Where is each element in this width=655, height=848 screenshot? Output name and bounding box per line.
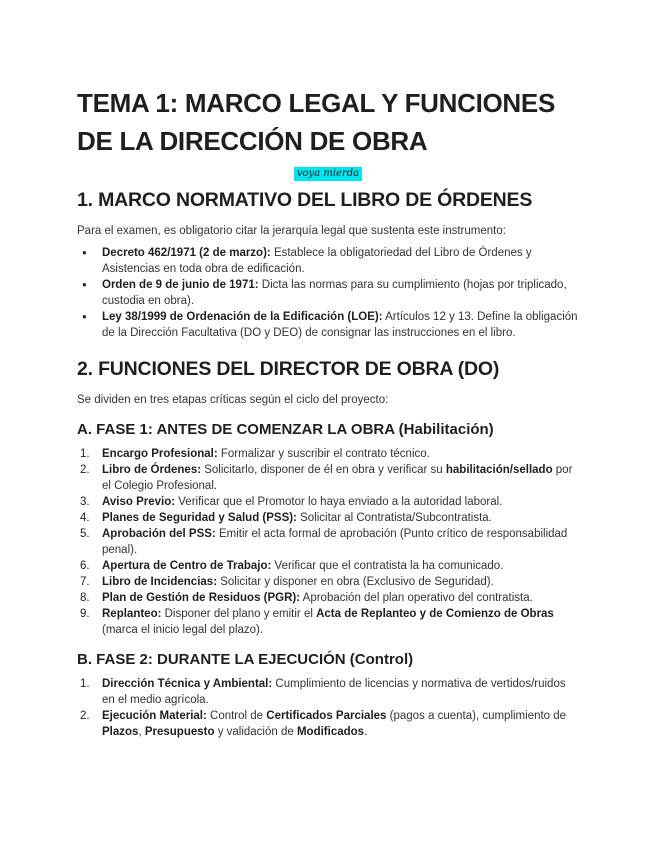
item-term: Aviso Previo: [102, 496, 176, 508]
item-text: Establece la obligatoriedad del Libro de Órdenes y Asistencias en toda obra de edificación. [102, 247, 532, 275]
list-item [77, 558, 579, 574]
item-text: . [364, 726, 368, 738]
list-item [77, 526, 579, 558]
item-number: 6. [80, 560, 90, 572]
item-term: Libro de Órdenes: [102, 464, 202, 476]
item-text: Solicitarlo, disponer de él en obra y verificar su [201, 464, 446, 476]
highlighted-annotation: voya mierda [294, 167, 362, 181]
item-text: Disponer del plano y emitir el [161, 608, 317, 620]
item-text: (pagos a cuenta), cumplimiento de [386, 710, 567, 722]
item-text: Verificar que el Promotor lo haya enviado a la autoridad laboral. [175, 496, 503, 508]
section-2-heading: 2. FUNCIONES DEL DIRECTOR DE OBRA (DO) [77, 358, 500, 380]
list-item [77, 462, 579, 494]
item-text: y validación de [214, 726, 297, 738]
list-item [77, 309, 579, 341]
item-text: Verificar que el contratista la ha comunicado. [271, 560, 504, 572]
item-term: Ley 38/1999 de Ordenación de la Edificación (LOE): [102, 311, 383, 323]
item-term: Encargo Profesional: [102, 448, 218, 460]
item-text: Artículos 12 y 13. Define la obligación de la Dirección Facultativa (DO y DEO) de consignar las instrucciones en el libro. [102, 311, 578, 339]
item-term: Apertura de Centro de Trabajo: [102, 560, 272, 572]
item-term: habilitación/sellado [445, 464, 553, 476]
phase-b-heading: B. FASE 2: DURANTE LA EJECUCIÓN (Control) [77, 651, 414, 668]
list-item [77, 590, 579, 606]
phase-a-list [77, 446, 579, 638]
section-1-heading: 1. MARCO NORMATIVO DEL LIBRO DE ÓRDENES [77, 189, 533, 211]
item-number: 9. [80, 608, 90, 620]
item-number: 1. [80, 678, 90, 690]
item-text: Control de [206, 710, 267, 722]
item-text: , [138, 726, 145, 738]
section-1-list [77, 245, 579, 341]
item-text: (marca el inicio legal del plazo). [102, 624, 264, 636]
item-term: Dirección Técnica y Ambiental: [102, 678, 273, 690]
list-item [77, 708, 579, 740]
list-item [77, 245, 579, 277]
annotation-row [77, 160, 579, 186]
item-number: 1. [80, 448, 90, 460]
item-number: 4. [80, 512, 90, 524]
item-term: Planes de Seguridad y Salud (PSS): [102, 512, 297, 524]
item-number: 8. [80, 592, 90, 604]
list-item [77, 676, 579, 708]
item-number: 7. [80, 576, 90, 588]
section-2-intro: Se dividen en tres etapas críticas según el ciclo del proyecto: [77, 394, 389, 406]
list-item [77, 277, 579, 309]
item-term: Modificados [296, 726, 365, 738]
title-line-2: DE LA DIRECCIÓN DE OBRA [77, 126, 428, 156]
item-number: 2. [80, 464, 90, 476]
list-item [77, 510, 579, 526]
item-term: Acta de Replanteo y de Comienzo de Obras [316, 608, 554, 620]
item-term: Ejecución Material: [102, 710, 207, 722]
item-term: Aprobación del PSS: [102, 528, 216, 540]
item-term: Certificados Parciales [266, 710, 387, 722]
item-term: Plan de Gestión de Residuos (PGR): [102, 592, 301, 604]
item-text: Formalizar y suscribir el contrato técnico. [217, 448, 430, 460]
section-1-intro: Para el examen, es obligatorio citar la jerarquía legal que sustenta este instrumento: [77, 225, 506, 237]
item-text: Cumplimiento de licencias y normativa de vertidos/ruidos en el medio agrícola. [102, 678, 566, 706]
phase-b-list [77, 676, 579, 740]
page-title [77, 84, 579, 160]
item-term: Plazos [102, 726, 139, 738]
item-number: 3. [80, 496, 90, 508]
item-term: Presupuesto [144, 726, 215, 738]
phase-a-heading: A. FASE 1: ANTES DE COMENZAR LA OBRA (Habilitación) [77, 421, 494, 438]
item-term: Libro de Incidencias: [102, 576, 218, 588]
item-text: Solicitar y disponer en obra (Exclusivo de Seguridad). [217, 576, 494, 588]
item-term: Orden de 9 de junio de 1971: [102, 279, 259, 291]
item-text: Solicitar al Contratista/Subcontratista. [296, 512, 492, 524]
item-text: por el Colegio Profesional. [102, 464, 573, 492]
list-item [77, 494, 579, 510]
title-line-1: TEMA 1: MARCO LEGAL Y FUNCIONES [77, 88, 555, 118]
list-item [77, 606, 579, 638]
list-item [77, 574, 579, 590]
item-number: 5. [80, 528, 90, 540]
item-text: Dicta las normas para su cumplimiento (hojas por triplicado, custodia en obra). [102, 279, 567, 307]
item-number: 2. [80, 710, 90, 722]
item-term: Decreto 462/1971 (2 de marzo): [102, 247, 271, 259]
item-term: Replanteo: [102, 608, 162, 620]
item-text: Emitir el acta formal de aprobación (Punto crítico de responsabilidad penal). [102, 528, 568, 556]
list-item [77, 446, 579, 462]
item-text: Aprobación del plan operativo del contratista. [300, 592, 533, 604]
